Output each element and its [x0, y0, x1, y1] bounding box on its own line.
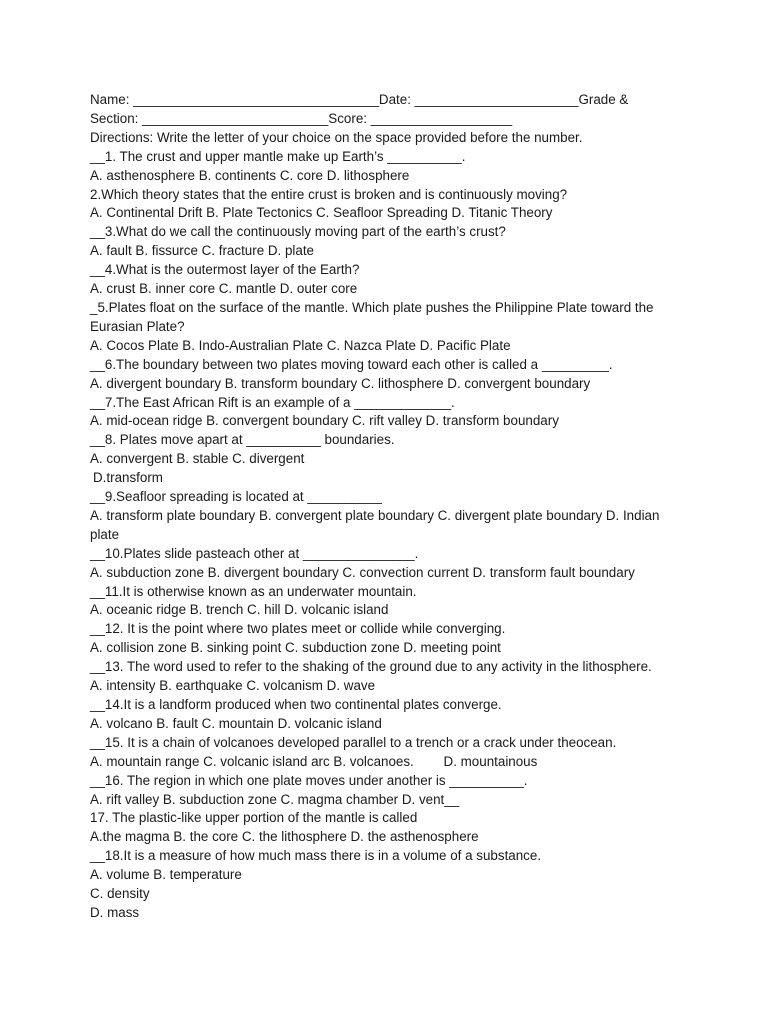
question-14: __14.It is a landform produced when two continental plates converge.: [90, 697, 502, 712]
choices-17: A.the magma B. the core C. the lithosphere D. the asthenosphere: [90, 829, 479, 845]
question-11: __11.It is otherwise known as an underwater mountain.: [90, 583, 417, 599]
header-name-date-grade: Name: _________________________________Date: ______________________Grade &: [90, 92, 629, 107]
question-2: 2.Which theory states that the entire crust is broken and is continuously moving?: [90, 186, 568, 202]
choices-4: A. crust B. inner core C. mantle D. outer core: [90, 281, 358, 297]
choices-8-d: D.transform: [93, 470, 163, 486]
question-6: __6.The boundary between two plates moving toward each other is called a _________.: [90, 356, 613, 372]
question-10: __10.Plates slide pasteach other at _______________.: [90, 545, 419, 561]
choices-18-ab: A. volume B. temperature: [90, 867, 242, 883]
choices-6: A. divergent boundary B. transform boundary C. lithosphere D. convergent boundary: [90, 375, 591, 391]
question-18: __18.It is a measure of how much mass there is in a volume of a substance.: [90, 848, 542, 864]
choices-10: A. subduction zone B. divergent boundary C. convection current D. transform fault boundary: [90, 564, 635, 580]
question-12: __12. It is the point where two plates meet or collide while converging.: [90, 621, 506, 637]
worksheet-content: [90, 91, 690, 923]
question-17: 17. The plastic-like upper portion of the mantle is called: [90, 810, 418, 826]
choices-8: A. convergent B. stable C. divergent: [90, 451, 305, 467]
choices-13: A. intensity B. earthquake C. volcanism D. wave: [90, 678, 376, 694]
choices-11: A. oceanic ridge B. trench C. hill D. volcanic island: [90, 602, 389, 618]
choices-16: A. rift valley B. subduction zone C. magma chamber D. vent__: [90, 791, 460, 807]
question-8: __8. Plates move apart at __________ boundaries.: [90, 432, 395, 448]
choices-5: A. Cocos Plate B. Indo-Australian Plate C. Nazca Plate D. Pacific Plate: [90, 337, 511, 353]
question-15: __15. It is a chain of volcanoes developed parallel to a trench or a crack under theocean.: [90, 734, 617, 750]
choices-12: A. collision zone B. sinking point C. subduction zone D. meeting point: [90, 640, 501, 656]
choices-15: A. mountain range C. volcanic island arc B. volcanoes. D. mountainous: [90, 753, 538, 769]
question-7: __7.The East African Rift is an example of a _____________.: [90, 394, 455, 410]
choices-9: A. transform plate boundary B. convergent plate boundary C. divergent plate boundary D. Indian plate: [90, 507, 660, 542]
question-9: __9.Seafloor spreading is located at __________: [90, 489, 382, 505]
question-4: __4.What is the outermost layer of the Earth?: [90, 262, 360, 278]
choices-18-d: D. mass: [90, 904, 140, 920]
question-13: __13. The word used to refer to the shaking of the ground due to any activity in the lithosphere.: [90, 659, 652, 675]
choices-14: A. volcano B. fault C. mountain D. volcanic island: [90, 715, 382, 731]
header-section-score: Section: _________________________Score: ___________________: [90, 110, 513, 126]
choices-2: A. Continental Drift B. Plate Tectonics C. Seafloor Spreading D. Titanic Theory: [90, 205, 553, 221]
choices-7: A. mid-ocean ridge B. convergent boundary C. rift valley D. transform boundary: [90, 413, 559, 429]
question-5: _5.Plates float on the surface of the mantle. Which plate pushes the Philippine Plate toward the Eurasian Plate?: [90, 299, 654, 334]
question-16: __16. The region in which one plate moves under another is __________.: [90, 772, 528, 788]
choices-18-c: C. density: [90, 886, 150, 902]
choices-1: A. asthenosphere B. continents C. core D. lithosphere: [90, 167, 410, 183]
question-1: __1. The crust and upper mantle make up Earth’s __________.: [90, 148, 466, 164]
directions: Directions: Write the letter of your choice on the space provided before the number.: [90, 129, 583, 145]
question-3: __3.What do we call the continuously moving part of the earth’s crust?: [90, 224, 506, 240]
choices-3: A. fault B. fissurce C. fracture D. plate: [90, 243, 315, 259]
